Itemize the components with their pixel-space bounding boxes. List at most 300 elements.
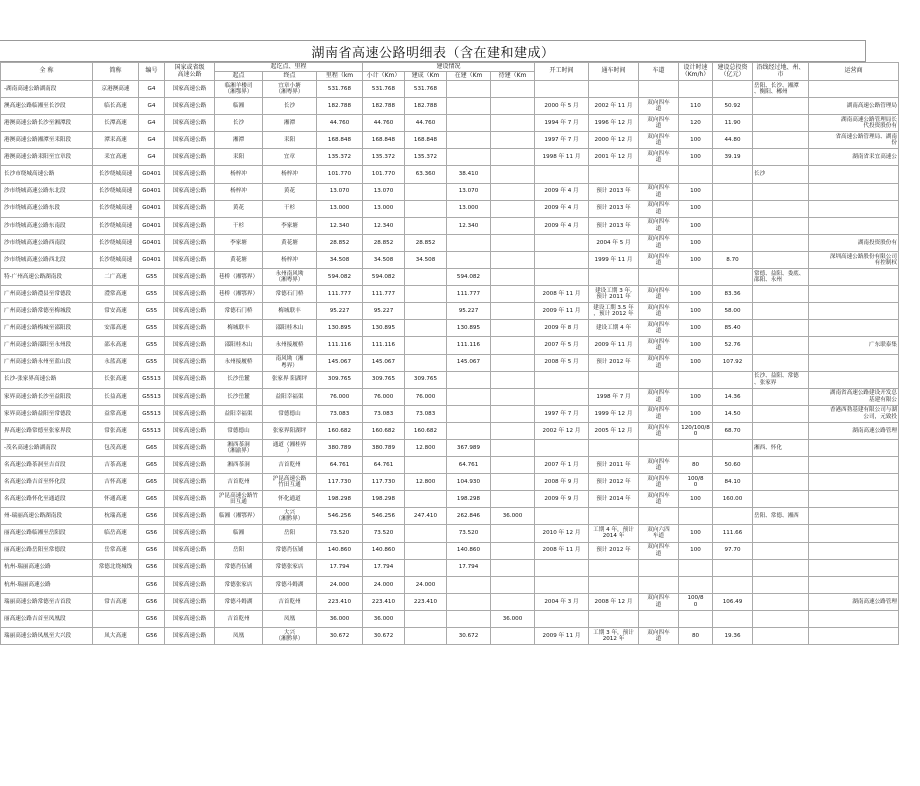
row-built: 309.765 [405, 371, 447, 388]
row-level: 国家高速公路 [165, 149, 215, 166]
row-code: G55 [139, 269, 165, 286]
row-planned [491, 542, 535, 559]
row-operator: 湖南高速公路管理 [809, 593, 899, 610]
row-speed: 100 [679, 354, 713, 371]
row-speed [679, 610, 713, 627]
row-lanes: 双向四车 道 [639, 491, 679, 508]
row-building [447, 593, 491, 610]
row-investment: 58.00 [713, 303, 753, 320]
row-building: 95.227 [447, 303, 491, 320]
row-speed [679, 166, 713, 183]
row-built: 24.000 [405, 576, 447, 593]
row-cities [753, 525, 809, 542]
row-open-time: 2009 年 9 月 [535, 491, 589, 508]
row-speed: 80 [679, 628, 713, 645]
row-building [447, 98, 491, 115]
row-planned [491, 115, 535, 132]
row-level: 国家高速公路 [165, 183, 215, 200]
row-built [405, 354, 447, 371]
row-building [447, 132, 491, 149]
row-speed: 100 [679, 491, 713, 508]
row-mileage: 95.227 [317, 303, 363, 320]
row-speed: 100 [679, 183, 713, 200]
row-investment: 50.92 [713, 98, 753, 115]
highway-table [0, 62, 899, 645]
row-lanes: 双向四车 道 [639, 251, 679, 268]
row-investment: 44.80 [713, 132, 753, 149]
row-full-name: 澳高速公路临湘至长沙段 [1, 98, 93, 115]
row-investment: 106.49 [713, 593, 753, 610]
row-short-name: 杭瑞高速 [93, 508, 139, 525]
row-operator: 广东联泰集 [809, 337, 899, 354]
row-short-name: 潭耒高速 [93, 132, 139, 149]
row-start: 黄花塘 [215, 251, 263, 268]
row-investment: 97.70 [713, 542, 753, 559]
row-speed [679, 576, 713, 593]
row-mileage: 309.765 [317, 371, 363, 388]
row-traffic-time: 预计 2011 年 [589, 457, 639, 474]
row-subtotal: 135.372 [363, 149, 405, 166]
row-mileage: 13.070 [317, 183, 363, 200]
row-subtotal: 13.070 [363, 183, 405, 200]
row-short-name: 永蓝高速 [93, 354, 139, 371]
row-planned [491, 286, 535, 303]
row-short-name [93, 610, 139, 627]
row-open-time [535, 371, 589, 388]
row-cities [753, 491, 809, 508]
row-traffic-time: 2000 年 12 月 [589, 132, 639, 149]
row-subtotal: 34.508 [363, 251, 405, 268]
row-start: 临湘 [215, 98, 263, 115]
row-short-name: 长沙绕城高速 [93, 166, 139, 183]
row-mileage: 12.340 [317, 217, 363, 234]
row-operator: 香港西勃基建有限公司与湖 公司，元致投 [809, 405, 899, 422]
row-built: 34.508 [405, 251, 447, 268]
row-start: 长沙岳麓 [215, 371, 263, 388]
row-built [405, 286, 447, 303]
row-built: 44.760 [405, 115, 447, 132]
row-start: 湘潭 [215, 132, 263, 149]
row-planned [491, 405, 535, 422]
row-building: 262.846 [447, 508, 491, 525]
row-planned [491, 491, 535, 508]
row-planned [491, 166, 535, 183]
row-end: 杨梓冲 [263, 166, 317, 183]
row-built: 531.768 [405, 81, 447, 98]
row-open-time: 2009 年 4 月 [535, 217, 589, 234]
row-investment: 39.19 [713, 149, 753, 166]
table-row [1, 337, 899, 354]
row-end: 南风坳（湘 粤界） [263, 354, 317, 371]
row-subtotal: 73.520 [363, 525, 405, 542]
row-short-name: 吉茶高速 [93, 457, 139, 474]
row-lanes: 双向四车 道 [639, 234, 679, 251]
row-cities [753, 217, 809, 234]
row-cities [753, 251, 809, 268]
row-mileage: 140.860 [317, 542, 363, 559]
row-end: 宜章 [263, 149, 317, 166]
row-end: 常德斗姆湖 [263, 576, 317, 593]
row-traffic-time: 2004 年 5 月 [589, 234, 639, 251]
row-end: 黄花 [263, 183, 317, 200]
row-cities [753, 388, 809, 405]
row-built [405, 457, 447, 474]
row-operator [809, 166, 899, 183]
row-traffic-time: 预计 2012 年 [589, 542, 639, 559]
row-building: 12.340 [447, 217, 491, 234]
row-full-name: 广州高速公路常德至梅城段 [1, 303, 93, 320]
row-speed: 100 [679, 217, 713, 234]
row-level: 国家高速公路 [165, 200, 215, 217]
row-cities [753, 303, 809, 320]
row-built: 63.360 [405, 166, 447, 183]
row-building [447, 422, 491, 439]
row-planned [491, 217, 535, 234]
header-level: 国家或省级 高速公路 [165, 63, 215, 81]
row-subtotal: 12.340 [363, 217, 405, 234]
row-planned [491, 559, 535, 576]
row-mileage: 30.672 [317, 628, 363, 645]
row-cities [753, 115, 809, 132]
row-open-time: 2004 年 3 月 [535, 593, 589, 610]
row-full-name: 丽高速公路临湘至岳阳段 [1, 525, 93, 542]
row-short-name: 怀通高速 [93, 491, 139, 508]
row-lanes: 双向四车 道 [639, 320, 679, 337]
row-building [447, 149, 491, 166]
row-code: G0401 [139, 166, 165, 183]
row-traffic-time [589, 508, 639, 525]
row-full-name: 瑞丽高速公路常德至吉首段 [1, 593, 93, 610]
row-planned [491, 303, 535, 320]
row-cities [753, 610, 809, 627]
row-short-name: 包茂高速 [93, 439, 139, 456]
row-operator [809, 491, 899, 508]
row-full-name: 名高速公路怀化至通道段 [1, 491, 93, 508]
row-code: G55 [139, 354, 165, 371]
row-subtotal: 24.000 [363, 576, 405, 593]
row-traffic-time: 1999 年 12 月 [589, 405, 639, 422]
row-planned [491, 98, 535, 115]
row-lanes [639, 371, 679, 388]
row-built: 247.410 [405, 508, 447, 525]
header-subtotal: 小计（Km） [363, 72, 405, 81]
row-lanes [639, 269, 679, 286]
row-investment: 83.36 [713, 286, 753, 303]
row-end: 吉首乾州 [263, 457, 317, 474]
table-row [1, 98, 899, 115]
row-start: 常德张家店 [215, 576, 263, 593]
row-planned [491, 576, 535, 593]
row-building: 140.860 [447, 542, 491, 559]
row-traffic-time: 2002 年 11 月 [589, 98, 639, 115]
row-building [447, 81, 491, 98]
row-built [405, 183, 447, 200]
row-mileage: 36.000 [317, 610, 363, 627]
row-open-time [535, 576, 589, 593]
header-build: 建设情况 [363, 63, 535, 72]
row-operator [809, 457, 899, 474]
header-start: 起点 [215, 72, 263, 81]
row-planned: 36.000 [491, 508, 535, 525]
table-row [1, 303, 899, 320]
row-cities [753, 200, 809, 217]
row-speed: 100 [679, 251, 713, 268]
row-mileage: 223.410 [317, 593, 363, 610]
row-end: 李家塘 [263, 217, 317, 234]
row-investment: 111.66 [713, 525, 753, 542]
row-code: G56 [139, 628, 165, 645]
row-start: 长沙岳麓 [215, 388, 263, 405]
row-subtotal: 117.730 [363, 474, 405, 491]
row-mileage: 198.298 [317, 491, 363, 508]
row-code: G56 [139, 559, 165, 576]
row-speed: 100 [679, 149, 713, 166]
row-planned [491, 371, 535, 388]
row-building: 145.067 [447, 354, 491, 371]
row-mileage: 145.067 [317, 354, 363, 371]
row-operator [809, 286, 899, 303]
table-row [1, 200, 899, 217]
row-open-time [535, 559, 589, 576]
row-cities [753, 422, 809, 439]
row-end: 沪昆高速公路 竹田互通 [263, 474, 317, 491]
row-code: G56 [139, 593, 165, 610]
row-building: 13.000 [447, 200, 491, 217]
row-investment: 160.00 [713, 491, 753, 508]
row-end: 张家界 阳湖坪 [263, 371, 317, 388]
row-full-name: 沙市绕城高速公路西南段 [1, 234, 93, 251]
row-operator: 省高速公路管理局、湖南 份 [809, 132, 899, 149]
row-mileage: 182.788 [317, 98, 363, 115]
row-code: G0401 [139, 200, 165, 217]
row-cities [753, 474, 809, 491]
row-open-time: 2008 年 11 月 [535, 286, 589, 303]
row-full-name: 沙市绕城高速公路西北段 [1, 251, 93, 268]
row-operator [809, 183, 899, 200]
row-building: 367.989 [447, 439, 491, 456]
row-short-name: 益常高速 [93, 405, 139, 422]
row-planned [491, 422, 535, 439]
row-investment [713, 559, 753, 576]
row-operator: 湖南投资股份有 [809, 234, 899, 251]
row-open-time [535, 508, 589, 525]
row-short-name: 长潭高速 [93, 115, 139, 132]
row-code: G56 [139, 508, 165, 525]
row-cities [753, 628, 809, 645]
row-operator: 湖南高速公路管理局 [809, 98, 899, 115]
row-lanes: 双向四车 道 [639, 388, 679, 405]
row-mileage: 17.794 [317, 559, 363, 576]
row-investment: 14.36 [713, 388, 753, 405]
row-open-time: 1997 年 7 月 [535, 405, 589, 422]
row-built [405, 542, 447, 559]
table-row [1, 422, 899, 439]
row-subtotal: 594.082 [363, 269, 405, 286]
row-short-name: 长益高速 [93, 388, 139, 405]
row-lanes: 双向四车 道 [639, 405, 679, 422]
row-short-name: 邵永高速 [93, 337, 139, 354]
row-cities: 长沙、益阳、常德 、张家界 [753, 371, 809, 388]
row-investment: 68.70 [713, 422, 753, 439]
row-code: G65 [139, 457, 165, 474]
row-end: 大兴 （湘黔界） [263, 508, 317, 525]
header-building: 在建（Km [447, 72, 491, 81]
row-lanes [639, 508, 679, 525]
row-code: G4 [139, 81, 165, 98]
row-level: 国家高速公路 [165, 542, 215, 559]
row-short-name: 长沙绕城高速 [93, 251, 139, 268]
table-row [1, 457, 899, 474]
row-open-time [535, 166, 589, 183]
row-operator [809, 439, 899, 456]
row-code: G4 [139, 149, 165, 166]
row-investment [713, 200, 753, 217]
row-speed [679, 81, 713, 98]
row-start: 岳阳 [215, 542, 263, 559]
row-investment: 19.36 [713, 628, 753, 645]
row-investment [713, 183, 753, 200]
header-full-name: 全 称 [1, 63, 93, 81]
table-row [1, 251, 899, 268]
row-planned [491, 132, 535, 149]
row-short-name: 常吉高速 [93, 593, 139, 610]
row-investment: 50.60 [713, 457, 753, 474]
row-mileage: 101.770 [317, 166, 363, 183]
row-cities [753, 559, 809, 576]
row-full-name: 广州高速公路梅城至邵阳段 [1, 320, 93, 337]
row-open-time: 2009 年 11 月 [535, 628, 589, 645]
row-planned [491, 354, 535, 371]
row-speed: 100 [679, 542, 713, 559]
row-traffic-time: 预计 2013 年 [589, 183, 639, 200]
header-code: 编号 [139, 63, 165, 81]
table-row [1, 405, 899, 422]
row-short-name: 常德北绕城线 [93, 559, 139, 576]
row-speed: 100 [679, 132, 713, 149]
row-end: 耒阳 [263, 132, 317, 149]
row-planned [491, 525, 535, 542]
row-cities [753, 405, 809, 422]
row-level: 国家高速公路 [165, 166, 215, 183]
row-start: 临湘（湘鄂界） [215, 508, 263, 525]
row-speed [679, 371, 713, 388]
row-full-name: 沙市绕城高速公路东北段 [1, 183, 93, 200]
row-open-time [535, 269, 589, 286]
row-full-name: 界高速公路常德至张家界段 [1, 422, 93, 439]
row-code: G5513 [139, 371, 165, 388]
table-row [1, 234, 899, 251]
row-full-name: 名高速公路茶洞至吉首段 [1, 457, 93, 474]
row-lanes [639, 576, 679, 593]
row-cities: 岳阳、常德、湘西 [753, 508, 809, 525]
row-lanes [639, 559, 679, 576]
row-traffic-time [589, 610, 639, 627]
row-start: 湘西茶洞 [215, 457, 263, 474]
row-short-name: 长张高速 [93, 371, 139, 388]
row-speed: 100 [679, 286, 713, 303]
row-operator [809, 320, 899, 337]
row-code: G0401 [139, 217, 165, 234]
row-cities: 常德、益阳、娄底、 邵阳、永州 [753, 269, 809, 286]
row-investment [713, 610, 753, 627]
row-start: 杨梓冲 [215, 183, 263, 200]
row-cities [753, 149, 809, 166]
row-operator [809, 217, 899, 234]
row-building: 111.777 [447, 286, 491, 303]
table-row [1, 593, 899, 610]
row-subtotal: 101.770 [363, 166, 405, 183]
row-level: 国家高速公路 [165, 491, 215, 508]
row-lanes: 双向四车 道 [639, 628, 679, 645]
row-level: 国家高速公路 [165, 234, 215, 251]
row-operator [809, 576, 899, 593]
row-mileage: 73.520 [317, 525, 363, 542]
row-planned [491, 593, 535, 610]
row-level: 国家高速公路 [165, 508, 215, 525]
row-lanes: 双向四车 道 [639, 542, 679, 559]
row-cities [753, 354, 809, 371]
row-cities [753, 132, 809, 149]
row-cities [753, 183, 809, 200]
row-subtotal: 64.761 [363, 457, 405, 474]
row-cities: 湘西、怀化 [753, 439, 809, 456]
row-built [405, 320, 447, 337]
row-code: G4 [139, 115, 165, 132]
row-level: 国家高速公路 [165, 371, 215, 388]
row-open-time [535, 610, 589, 627]
row-traffic-time [589, 371, 639, 388]
row-subtotal: 160.682 [363, 422, 405, 439]
row-full-name: 特-广州高速公路湖南段 [1, 269, 93, 286]
row-mileage: 111.777 [317, 286, 363, 303]
row-cities [753, 286, 809, 303]
row-investment [713, 234, 753, 251]
row-short-name: 吉怀高速 [93, 474, 139, 491]
row-lanes: 双向六四 车道 [639, 525, 679, 542]
table-row [1, 491, 899, 508]
row-operator [809, 542, 899, 559]
row-level: 国家高速公路 [165, 269, 215, 286]
row-open-time: 2010 年 12 月 [535, 525, 589, 542]
row-short-name: 临岳高速 [93, 525, 139, 542]
row-end: 常德德山 [263, 405, 317, 422]
row-code: G65 [139, 491, 165, 508]
row-lanes [639, 439, 679, 456]
row-mileage: 73.083 [317, 405, 363, 422]
row-cities [753, 542, 809, 559]
row-cities [753, 576, 809, 593]
row-built: 160.682 [405, 422, 447, 439]
row-traffic-time: 预计 2014 年 [589, 491, 639, 508]
row-traffic-time: 预计 2012 年 [589, 474, 639, 491]
row-investment: 11.90 [713, 115, 753, 132]
row-cities [753, 98, 809, 115]
row-lanes: 双向四车 道 [639, 98, 679, 115]
row-end: 常德张家店 [263, 559, 317, 576]
row-start: 长沙 [215, 115, 263, 132]
row-level: 国家高速公路 [165, 405, 215, 422]
table-row [1, 508, 899, 525]
row-level: 国家高速公路 [165, 593, 215, 610]
row-end: 凤凰 [263, 610, 317, 627]
row-start: 梅城联丰 [215, 320, 263, 337]
row-building [447, 576, 491, 593]
row-full-name: 港澳高速公路长沙至湘潭段 [1, 115, 93, 132]
row-traffic-time: 1998 年 7 月 [589, 388, 639, 405]
row-code: G56 [139, 576, 165, 593]
header-mileage: 里程（km [317, 72, 363, 81]
row-operator [809, 354, 899, 371]
